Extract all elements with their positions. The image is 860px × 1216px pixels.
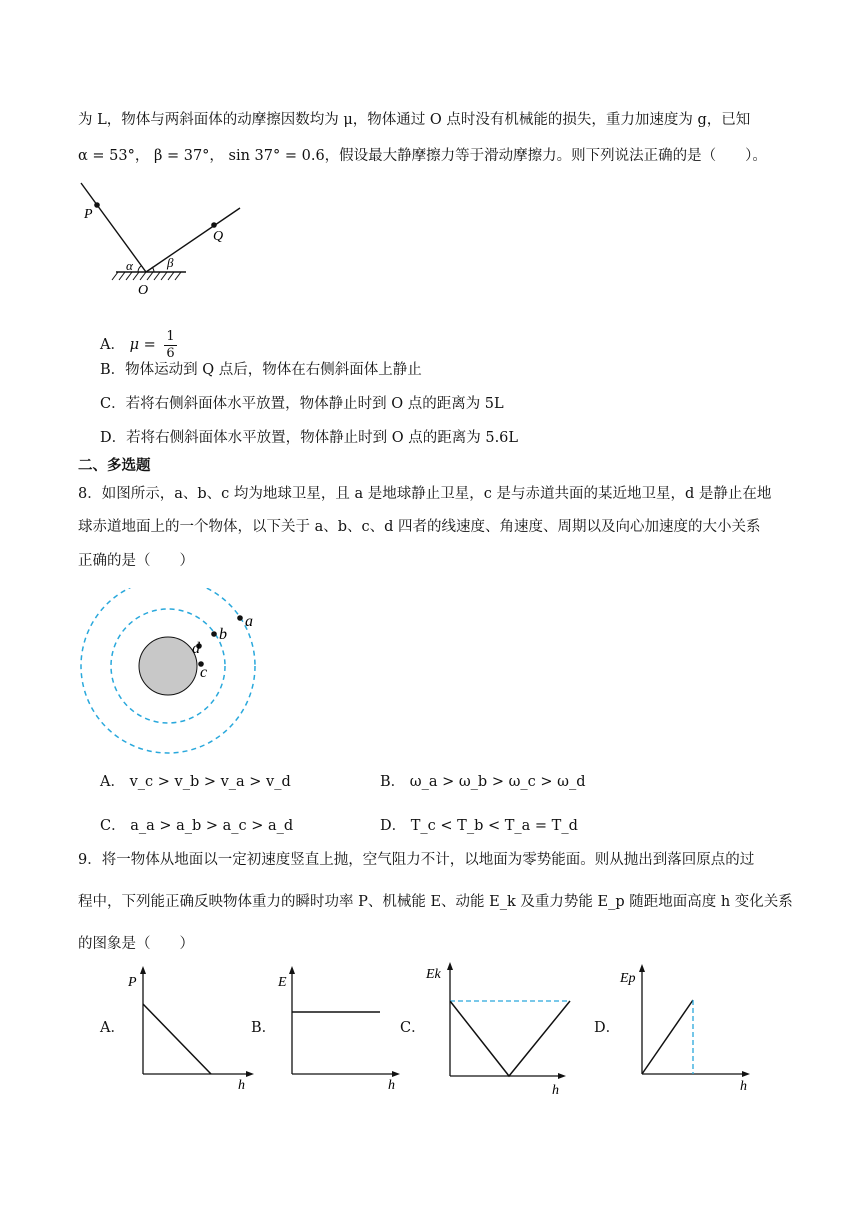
q9-graph-d: [618, 958, 758, 1094]
q9-option-c-label[interactable]: C．: [400, 1020, 426, 1036]
q8-line3: 正确的是（ ）: [78, 553, 194, 569]
graph-a-xlabel: h: [238, 1078, 245, 1092]
label-b: b: [219, 626, 227, 643]
q7-line1: 为 L，物体与两斜面体的动摩擦因数均为 μ，物体通过 O 点时没有机械能的损失，重力加速度为 g，已知: [78, 112, 751, 128]
q8-option-d[interactable]: D． T_c < T_b < T_a = T_d: [380, 818, 578, 834]
q7-incline-figure: [78, 178, 258, 298]
earth: [139, 637, 197, 695]
graph-b-xlabel: h: [388, 1078, 395, 1092]
q8-line1: 8．如图所示，a、b、c 均为地球卫星，且 a 是地球静止卫星，c 是与赤道共面的某近地卫星，d 是静止在地: [78, 486, 772, 502]
graph-d-ylabel: Ep: [620, 971, 636, 986]
q8-option-b[interactable]: B． ω_a > ω_b > ω_c > ω_d: [380, 774, 586, 790]
q9-option-d-label[interactable]: D．: [594, 1020, 621, 1036]
section-heading: 二、多选题: [78, 458, 151, 474]
q9-line3: 的图象是（ ）: [78, 936, 194, 952]
label-alpha: α: [126, 258, 133, 273]
q8-option-a[interactable]: A． v_c > v_b > v_a > v_d: [100, 774, 291, 790]
graph-a-ylabel: P: [128, 975, 137, 990]
label-d: d: [192, 640, 200, 657]
label-Q: Q: [213, 229, 224, 244]
graph-c-xlabel: h: [552, 1083, 559, 1098]
q8-line2: 球赤道地面上的一个物体，以下关于 a、b、c、d 四者的线速度、角速度、周期以及向心加速度的大小关系: [78, 519, 761, 535]
q8-orbit-figure: [78, 588, 268, 764]
q7-option-a-prefix: A．: [100, 337, 125, 353]
label-O: O: [138, 283, 149, 298]
q9-option-b-label[interactable]: B．: [251, 1020, 277, 1036]
q9-line1: 9．将一物体从地面以一定初速度竖直上抛，空气阻力不计，以地面为零势能面。则从抛出到落回原点的过: [78, 852, 755, 868]
graph-c-ylabel: Ek: [426, 967, 441, 982]
q9-graph-b: [276, 962, 406, 1092]
graph-d-xlabel: h: [740, 1079, 747, 1094]
label-P: P: [84, 207, 93, 222]
q7-option-a-var: μ =: [129, 337, 156, 353]
q7-option-c[interactable]: C．若将右侧斜面体水平放置，物体静止时到 O 点的距离为 5L: [100, 396, 504, 412]
q7-option-d[interactable]: D．若将右侧斜面体水平放置，物体静止时到 O 点的距离为 5.6L: [100, 430, 519, 446]
label-c: c: [200, 664, 208, 681]
q9-graph-c: [424, 956, 574, 1098]
q9-option-a-label[interactable]: A．: [100, 1020, 125, 1036]
graph-b-ylabel: E: [278, 975, 287, 990]
q7-option-b[interactable]: B．物体运动到 Q 点后，物体在右侧斜面体上静止: [100, 362, 422, 378]
q8-option-c[interactable]: C． a_a > a_b > a_c > a_d: [100, 818, 294, 834]
q7-line2: α = 53°， β = 37°， sin 37° = 0.6，假设最大静摩擦力等于滑动摩擦力。则下列说法正确的是（ ）。: [78, 148, 767, 164]
label-a: a: [245, 613, 253, 630]
fraction: [164, 329, 176, 362]
fraction-numerator: 1: [166, 328, 175, 344]
fraction-denominator: 6: [166, 345, 175, 361]
q9-line2: 程中，下列能正确反映物体重力的瞬时功率 P、机械能 E、动能 E_k 及重力势能 E_p 随距地面高度 h 变化关系: [78, 894, 793, 910]
q9-graph-a: [128, 962, 258, 1092]
label-beta: β: [167, 255, 174, 270]
